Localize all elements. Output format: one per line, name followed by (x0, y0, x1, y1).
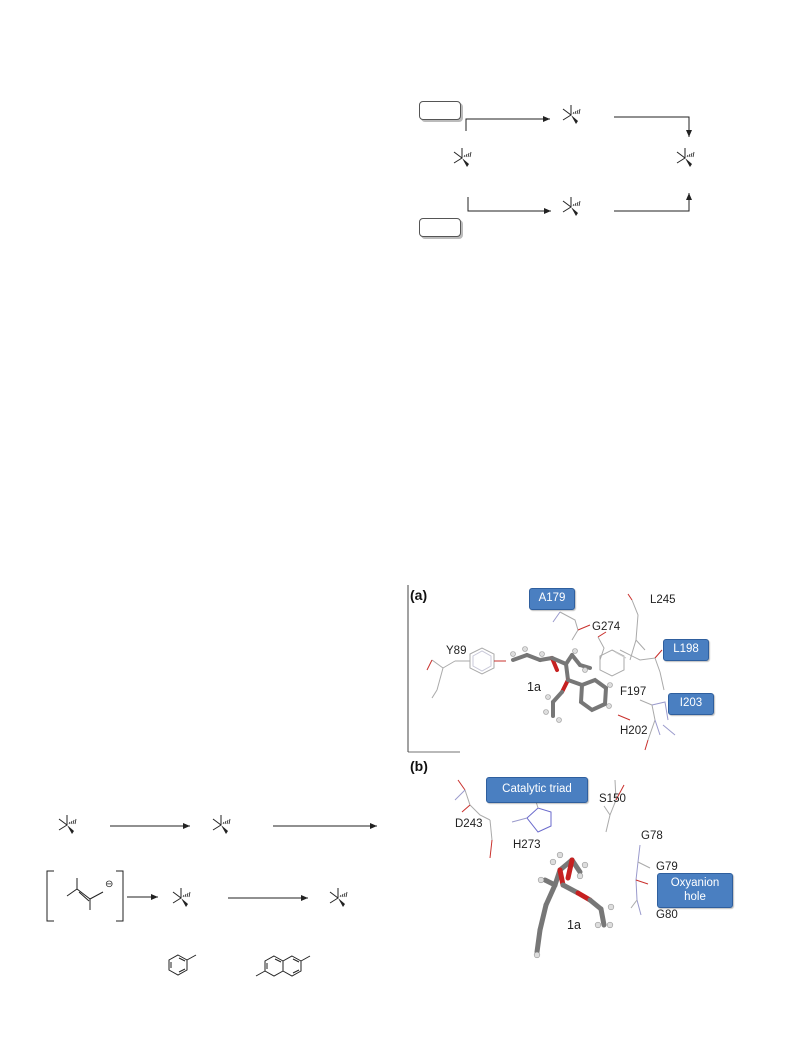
naphthyl-icon (256, 956, 310, 976)
residue-label: F197 (620, 686, 647, 698)
stereocenter-icon (563, 197, 580, 216)
phenyl-icon (169, 955, 196, 975)
panel-b-label: (b) (410, 758, 428, 774)
residue-label: H273 (513, 839, 541, 851)
stereocenter-icon (677, 148, 694, 167)
negative-charge-symbol: ⊖ (105, 879, 114, 890)
stereocenter-icon (213, 815, 230, 834)
residue-label: Y89 (446, 645, 467, 657)
stereocenter-icon (173, 888, 190, 907)
residue-label: D243 (455, 818, 483, 830)
stereocenter-icon (563, 105, 580, 124)
residue-label: L245 (650, 594, 676, 606)
ligand-label: 1a (567, 918, 581, 932)
highlight-tag-oxyanion-hole: Oxyanion hole (657, 873, 733, 908)
ligand-label: 1a (527, 680, 541, 694)
stereocenter-icon (330, 888, 347, 907)
residue-label: S150 (599, 793, 626, 805)
panel-a-label: (a) (410, 587, 428, 603)
ligand-1a-b (537, 860, 604, 952)
stereocenter-icon (454, 148, 471, 167)
residue-label: G80 (656, 909, 678, 921)
residue-label: G274 (592, 621, 621, 633)
highlight-tag-l198: L198 (663, 639, 709, 661)
residue-label: G78 (641, 830, 663, 842)
residue-label: G79 (656, 861, 678, 873)
stereocenter-icon (59, 815, 76, 834)
highlight-tag-catalytic-triad: Catalytic triad (486, 777, 588, 803)
highlight-tag-a179: A179 (529, 588, 575, 610)
highlight-tag-i203: I203 (668, 693, 714, 715)
residue-label: H202 (620, 725, 648, 737)
